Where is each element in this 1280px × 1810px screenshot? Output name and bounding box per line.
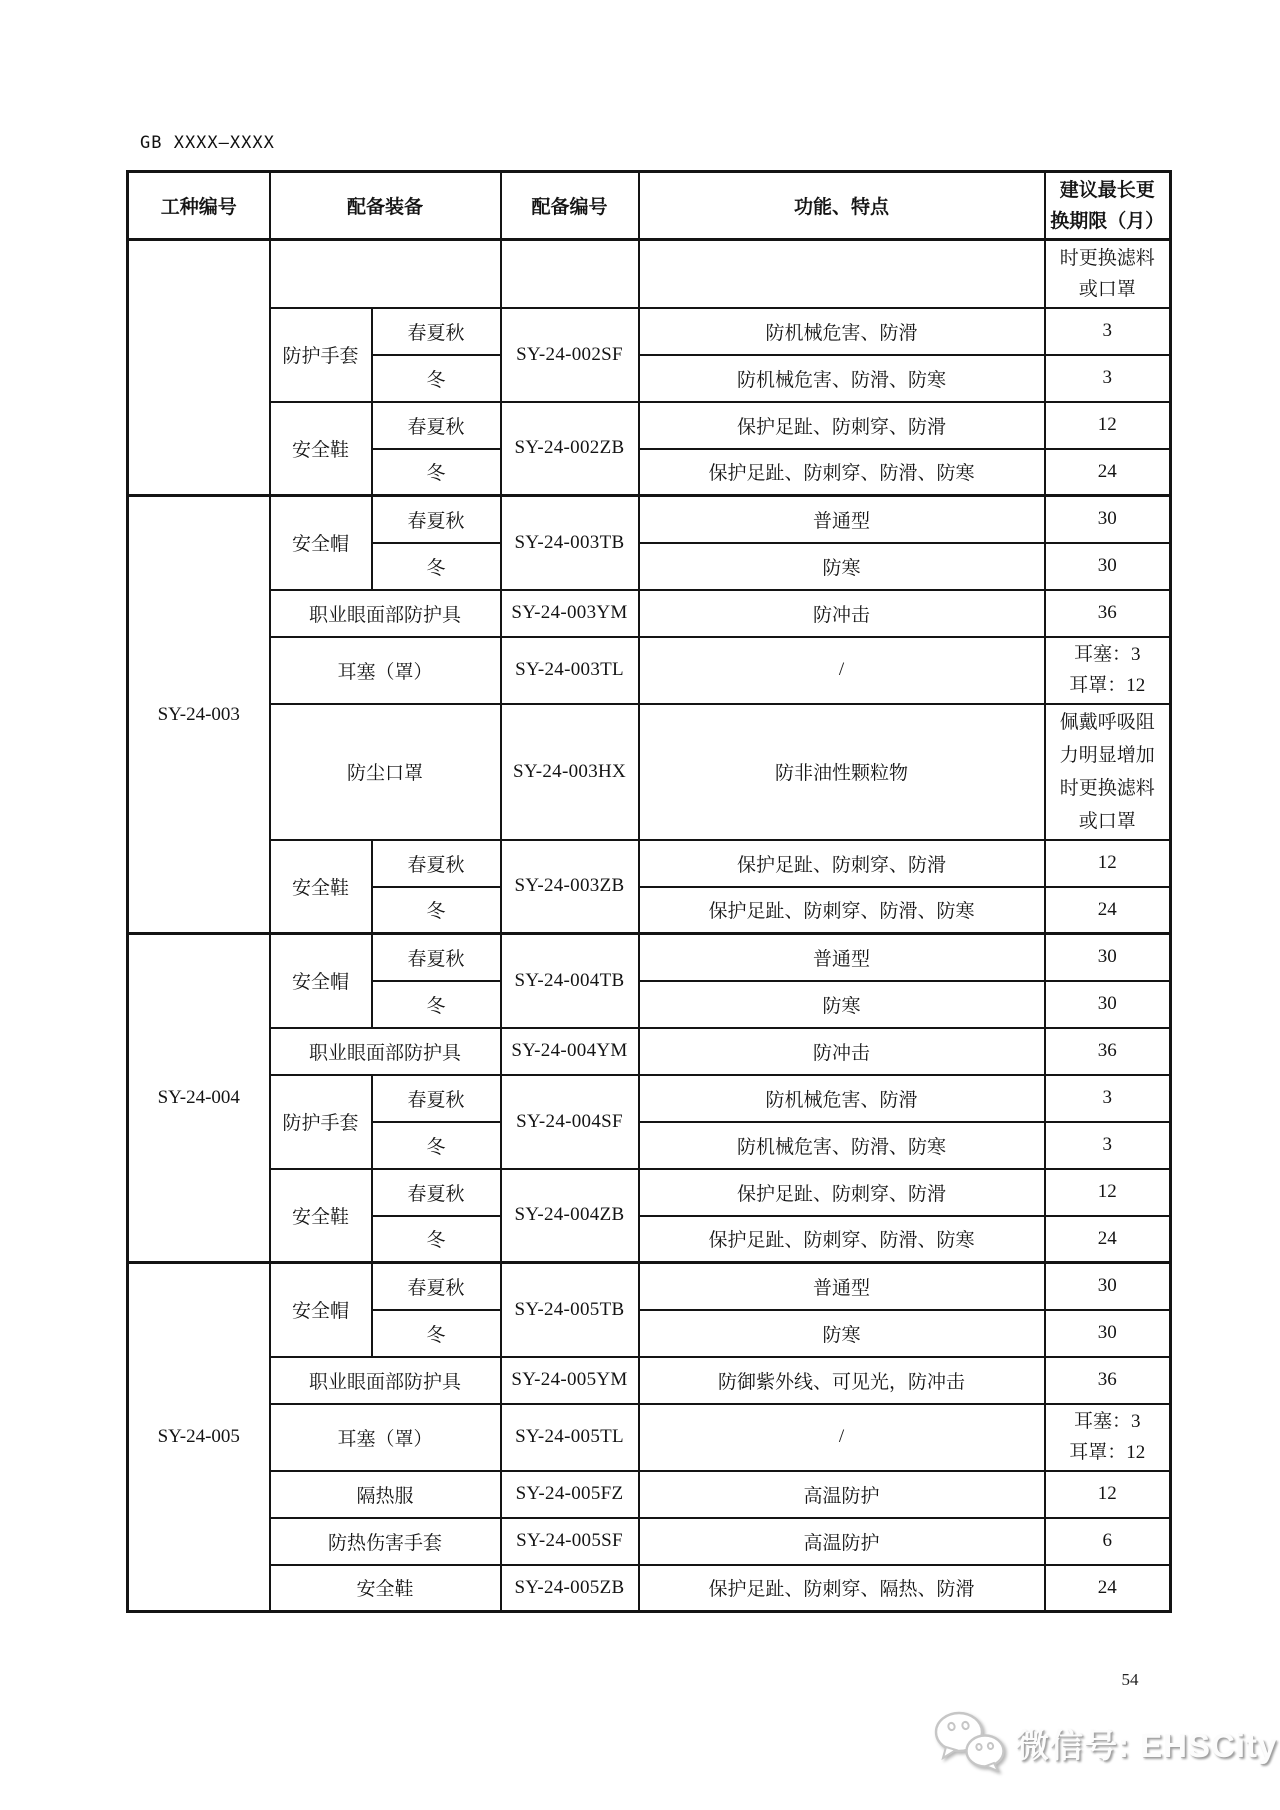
wechat-watermark xyxy=(932,1710,1277,1777)
function-cell: 普通型 xyxy=(639,934,1045,981)
function-cell: 保护足趾、防刺穿、防滑、防寒 xyxy=(639,449,1045,496)
season-cell: 春夏秋 xyxy=(372,840,501,887)
table-row xyxy=(128,496,1171,543)
season-cell: 冬 xyxy=(372,1122,501,1169)
wechat-icon xyxy=(932,1710,1008,1777)
ppe-table xyxy=(126,170,1172,1613)
period-cell: 3 xyxy=(1045,1122,1171,1169)
equipment-code-cell: SY-24-003TL xyxy=(501,637,639,704)
equipment-code-cell: SY-24-002ZB xyxy=(501,402,639,496)
period-cell: 3 xyxy=(1045,1075,1171,1122)
table-row xyxy=(128,704,1171,840)
equipment-code-cell: SY-24-003HX xyxy=(501,704,639,840)
job-code-cell: SY-24-005 xyxy=(128,1263,270,1612)
function-cell: 保护足趾、防刺穿、防滑、防寒 xyxy=(639,1216,1045,1263)
function-cell: 防寒 xyxy=(639,543,1045,590)
period-cell: 12 xyxy=(1045,402,1171,449)
period-line: 力明显增加 xyxy=(1059,744,1155,766)
function-cell: 保护足趾、防刺穿、隔热、防滑 xyxy=(639,1565,1045,1612)
header-period xyxy=(1045,172,1171,240)
equipment-name-cell: 防护手套 xyxy=(270,308,372,402)
table-row xyxy=(128,637,1171,704)
function-cell: 防冲击 xyxy=(639,590,1045,637)
equipment-code-cell: SY-24-003TB xyxy=(501,496,639,590)
function-cell: 保护足趾、防刺穿、防滑、防寒 xyxy=(639,887,1045,934)
equipment-code-cell: SY-24-005YM xyxy=(501,1357,639,1404)
period-cell: 12 xyxy=(1045,840,1171,887)
season-cell: 冬 xyxy=(372,543,501,590)
equipment-name-cell: 安全鞋 xyxy=(270,840,372,934)
period-line: 耳罩：12 xyxy=(1069,675,1146,696)
season-cell: 春夏秋 xyxy=(372,1075,501,1122)
header-equipment-code: 配备编号 xyxy=(501,172,639,240)
equipment-code-cell: SY-24-004YM xyxy=(501,1028,639,1075)
job-code-cell xyxy=(128,240,270,496)
period-cell: 24 xyxy=(1045,449,1171,496)
equipment-name-cell: 安全帽 xyxy=(270,496,372,590)
equipment-code-cell: SY-24-002SF xyxy=(501,308,639,402)
table-row xyxy=(128,1169,1171,1216)
equipment-name-cell: 职业眼面部防护具 xyxy=(270,590,501,637)
period-cell: 3 xyxy=(1045,308,1171,355)
equipment-code-cell: SY-24-005FZ xyxy=(501,1471,639,1518)
period-cell: 30 xyxy=(1045,1263,1171,1310)
function-cell: 防机械危害、防滑、防寒 xyxy=(639,355,1045,402)
table-row xyxy=(128,1263,1171,1310)
period-cell: 24 xyxy=(1045,1565,1171,1612)
function-cell: 防机械危害、防滑 xyxy=(639,1075,1045,1122)
job-code-cell: SY-24-004 xyxy=(128,934,270,1263)
equipment-name-cell: 耳塞（罩） xyxy=(270,1404,501,1471)
period-cell xyxy=(1045,637,1171,704)
equipment-code-cell: SY-24-005ZB xyxy=(501,1565,639,1612)
equipment-name-cell: 职业眼面部防护具 xyxy=(270,1028,501,1075)
function-cell: 保护足趾、防刺穿、防滑 xyxy=(639,1169,1045,1216)
period-cell xyxy=(1045,704,1171,840)
period-cell: 3 xyxy=(1045,355,1171,402)
function-cell: 普通型 xyxy=(639,1263,1045,1310)
equipment-code-cell: SY-24-005TB xyxy=(501,1263,639,1357)
period-cell xyxy=(1045,1404,1171,1471)
period-line: 时更换滤料 xyxy=(1059,777,1155,799)
function-cell: 防寒 xyxy=(639,1310,1045,1357)
header-period-line: 建议最长更 xyxy=(1059,179,1155,201)
page-number: 54 xyxy=(1121,1670,1139,1689)
function-cell: 保护足趾、防刺穿、防滑 xyxy=(639,840,1045,887)
function-cell: 高温防护 xyxy=(639,1471,1045,1518)
equipment-code-cell: SY-24-005SF xyxy=(501,1518,639,1565)
function-cell: 高温防护 xyxy=(639,1518,1045,1565)
equipment-name-cell xyxy=(270,240,501,308)
equipment-name-cell: 安全帽 xyxy=(270,1263,372,1357)
period-cell: 36 xyxy=(1045,1357,1171,1404)
period-cell: 30 xyxy=(1045,981,1171,1028)
function-cell: 防机械危害、防滑、防寒 xyxy=(639,1122,1045,1169)
period-cell: 6 xyxy=(1045,1518,1171,1565)
period-cell: 24 xyxy=(1045,887,1171,934)
equipment-name-cell: 安全帽 xyxy=(270,934,372,1028)
header-period-line: 换期限（月） xyxy=(1050,210,1165,232)
equipment-code-cell: SY-24-005TL xyxy=(501,1404,639,1471)
season-cell: 冬 xyxy=(372,1216,501,1263)
table-row xyxy=(128,1075,1171,1122)
table-row xyxy=(128,1565,1171,1612)
period-cell: 30 xyxy=(1045,1310,1171,1357)
table-row xyxy=(128,308,1171,355)
equipment-code-cell: SY-24-004ZB xyxy=(501,1169,639,1263)
header-equipment: 配备装备 xyxy=(270,172,501,240)
period-cell xyxy=(1045,240,1171,308)
period-line: 耳塞：3 xyxy=(1074,644,1141,665)
period-cell: 36 xyxy=(1045,590,1171,637)
equipment-name-cell: 职业眼面部防护具 xyxy=(270,1357,501,1404)
period-cell: 24 xyxy=(1045,1216,1171,1263)
period-cell: 30 xyxy=(1045,934,1171,981)
equipment-name-cell: 安全鞋 xyxy=(270,402,372,496)
period-line: 耳罩：12 xyxy=(1069,1442,1146,1463)
equipment-code-cell: SY-24-004TB xyxy=(501,934,639,1028)
equipment-name-cell: 安全鞋 xyxy=(270,1565,501,1612)
function-cell: 防寒 xyxy=(639,981,1045,1028)
equipment-code-cell: SY-24-004SF xyxy=(501,1075,639,1169)
table-row xyxy=(128,240,1171,308)
season-cell: 春夏秋 xyxy=(372,496,501,543)
season-cell: 冬 xyxy=(372,449,501,496)
period-line: 时更换滤料 xyxy=(1059,247,1155,269)
document-code: GB XXXX—XXXX xyxy=(140,133,275,153)
table-row xyxy=(128,1518,1171,1565)
table-row xyxy=(128,1404,1171,1471)
function-cell: / xyxy=(639,637,1045,704)
period-cell: 30 xyxy=(1045,496,1171,543)
header-job-code: 工种编号 xyxy=(128,172,270,240)
period-cell: 36 xyxy=(1045,1028,1171,1075)
header-features: 功能、特点 xyxy=(639,172,1045,240)
period-line: 或口罩 xyxy=(1078,278,1136,300)
table-row xyxy=(128,402,1171,449)
period-line: 耳塞：3 xyxy=(1074,1411,1141,1432)
table-row xyxy=(128,1471,1171,1518)
table-row xyxy=(128,590,1171,637)
equipment-name-cell: 防尘口罩 xyxy=(270,704,501,840)
function-cell: 防御紫外线、可见光，防冲击 xyxy=(639,1357,1045,1404)
equipment-name-cell: 隔热服 xyxy=(270,1471,501,1518)
function-cell xyxy=(639,240,1045,308)
equipment-code-cell xyxy=(501,240,639,308)
function-cell: 防冲击 xyxy=(639,1028,1045,1075)
equipment-code-cell: SY-24-003ZB xyxy=(501,840,639,934)
equipment-name-cell: 安全鞋 xyxy=(270,1169,372,1263)
table-header-row xyxy=(128,172,1171,240)
season-cell: 春夏秋 xyxy=(372,402,501,449)
table-row xyxy=(128,1357,1171,1404)
function-cell: 防非油性颗粒物 xyxy=(639,704,1045,840)
table-row xyxy=(128,840,1171,887)
period-cell: 12 xyxy=(1045,1471,1171,1518)
period-cell: 30 xyxy=(1045,543,1171,590)
season-cell: 春夏秋 xyxy=(372,1263,501,1310)
period-line: 佩戴呼吸阻 xyxy=(1059,711,1155,733)
function-cell: 普通型 xyxy=(639,496,1045,543)
function-cell: 保护足趾、防刺穿、防滑 xyxy=(639,402,1045,449)
table-row xyxy=(128,1028,1171,1075)
period-cell: 12 xyxy=(1045,1169,1171,1216)
table-row xyxy=(128,934,1171,981)
season-cell: 冬 xyxy=(372,355,501,402)
season-cell: 春夏秋 xyxy=(372,934,501,981)
wechat-label: 微信号: EHSCity xyxy=(1016,1727,1278,1764)
equipment-name-cell: 耳塞（罩） xyxy=(270,637,501,704)
season-cell: 冬 xyxy=(372,1310,501,1357)
season-cell: 春夏秋 xyxy=(372,1169,501,1216)
equipment-name-cell: 防护手套 xyxy=(270,1075,372,1169)
equipment-name-cell: 防热伤害手套 xyxy=(270,1518,501,1565)
function-cell: / xyxy=(639,1404,1045,1471)
function-cell: 防机械危害、防滑 xyxy=(639,308,1045,355)
period-line: 或口罩 xyxy=(1078,810,1136,832)
season-cell: 冬 xyxy=(372,981,501,1028)
equipment-code-cell: SY-24-003YM xyxy=(501,590,639,637)
season-cell: 春夏秋 xyxy=(372,308,501,355)
season-cell: 冬 xyxy=(372,887,501,934)
job-code-cell: SY-24-003 xyxy=(128,496,270,934)
